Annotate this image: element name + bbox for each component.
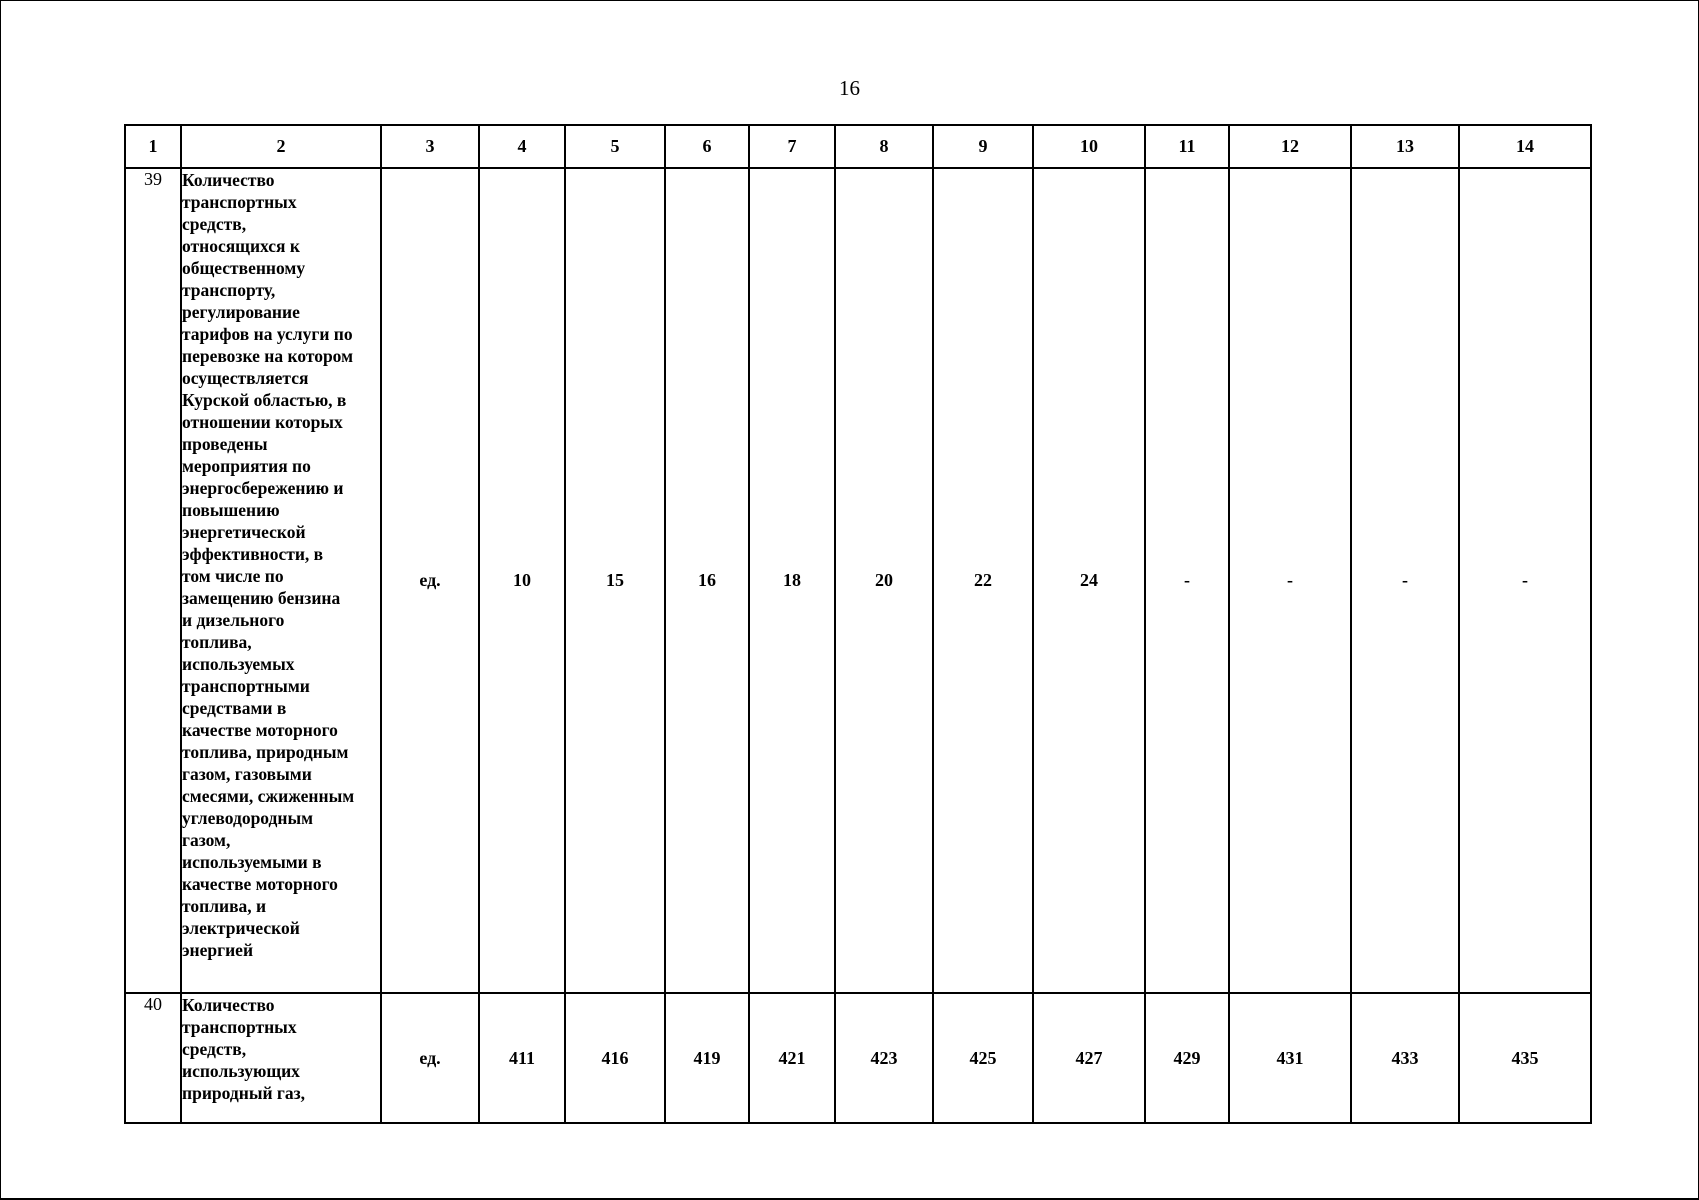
description-line: транспортных xyxy=(182,192,297,212)
row-description xyxy=(181,993,381,1123)
description-line: используемых xyxy=(182,654,295,674)
description-line: осуществляется xyxy=(182,368,309,388)
description-line: отношении которых xyxy=(182,412,343,432)
description-line: энергосбережению и xyxy=(182,478,344,498)
value-col-13: - xyxy=(1351,168,1459,993)
header-col-5: 5 xyxy=(565,125,665,168)
value-col-9: 425 xyxy=(933,993,1033,1123)
description-line: качестве моторного xyxy=(182,720,338,740)
row-unit: ед. xyxy=(381,168,479,993)
value-col-4: 10 xyxy=(479,168,565,993)
description-line: транспортных xyxy=(182,1017,297,1037)
row-number: 39 xyxy=(125,168,181,993)
header-col-9: 9 xyxy=(933,125,1033,168)
description-line: Количество xyxy=(182,995,275,1015)
description-line: газом, газовыми xyxy=(182,764,312,784)
row-number: 40 xyxy=(125,993,181,1123)
value-col-11: 429 xyxy=(1145,993,1229,1123)
row-description xyxy=(181,168,381,993)
header-col-3: 3 xyxy=(381,125,479,168)
description-line: смесями, сжиженным xyxy=(182,786,355,806)
description-line: энергией xyxy=(182,940,254,960)
description-line: электрической xyxy=(182,918,300,938)
value-col-6: 419 xyxy=(665,993,749,1123)
description-line: газом, xyxy=(182,830,231,850)
value-col-10: 24 xyxy=(1033,168,1145,993)
description-line: углеводородным xyxy=(182,808,314,828)
description-line: повышению xyxy=(182,500,280,520)
header-col-12: 12 xyxy=(1229,125,1351,168)
value-col-9: 22 xyxy=(933,168,1033,993)
description-line: энергетической xyxy=(182,522,306,542)
header-col-7: 7 xyxy=(749,125,835,168)
description-line: относящихся к xyxy=(182,236,300,256)
page-number: 16 xyxy=(839,76,860,100)
description-line: транспорту, xyxy=(182,280,276,300)
header-col-1: 1 xyxy=(125,125,181,168)
header-row xyxy=(125,125,1591,168)
description-line: регулирование xyxy=(182,302,300,322)
header-col-10: 10 xyxy=(1033,125,1145,168)
description-line: топлива, xyxy=(182,632,252,652)
description-line: используемыми в xyxy=(182,852,322,872)
value-col-10: 427 xyxy=(1033,993,1145,1123)
header-col-14: 14 xyxy=(1459,125,1591,168)
value-col-14: 435 xyxy=(1459,993,1591,1123)
description-line: топлива, и xyxy=(182,896,267,916)
value-col-13: 433 xyxy=(1351,993,1459,1123)
header-col-4: 4 xyxy=(479,125,565,168)
description-line: тарифов на услуги по xyxy=(182,324,353,344)
table-header xyxy=(125,125,1591,168)
table-row-39 xyxy=(125,168,1591,993)
table-row-40 xyxy=(125,993,1591,1123)
description-line: том числе по xyxy=(182,566,284,586)
description-line: топлива, природным xyxy=(182,742,349,762)
description-line: замещению бензина xyxy=(182,588,341,608)
header-col-13: 13 xyxy=(1351,125,1459,168)
header-col-6: 6 xyxy=(665,125,749,168)
description-line: качестве моторного xyxy=(182,874,338,894)
description-line: средств, xyxy=(182,1039,247,1059)
value-col-7: 421 xyxy=(749,993,835,1123)
description-line: природный газ, xyxy=(182,1083,306,1103)
value-col-11: - xyxy=(1145,168,1229,993)
description-line: транспортными xyxy=(182,676,310,696)
description-line: использующих xyxy=(182,1061,300,1081)
value-col-12: 431 xyxy=(1229,993,1351,1123)
value-col-8: 20 xyxy=(835,168,933,993)
value-col-6: 16 xyxy=(665,168,749,993)
indicators-table xyxy=(124,124,1592,1124)
description-line: общественному xyxy=(182,258,306,278)
header-col-11: 11 xyxy=(1145,125,1229,168)
value-col-8: 423 xyxy=(835,993,933,1123)
value-col-7: 18 xyxy=(749,168,835,993)
value-col-5: 15 xyxy=(565,168,665,993)
value-col-14: - xyxy=(1459,168,1591,993)
description-line: эффективности, в xyxy=(182,544,324,564)
value-col-4: 411 xyxy=(479,993,565,1123)
description-line: Курской областью, в xyxy=(182,390,347,410)
description-line: мероприятия по xyxy=(182,456,311,476)
value-col-12: - xyxy=(1229,168,1351,993)
description-line: Количество xyxy=(182,170,275,190)
description-line: проведены xyxy=(182,434,268,454)
header-col-2: 2 xyxy=(181,125,381,168)
row-unit: ед. xyxy=(381,993,479,1123)
description-line: перевозке на котором xyxy=(182,346,354,366)
value-col-5: 416 xyxy=(565,993,665,1123)
description-line: средствами в xyxy=(182,698,287,718)
description-line: и дизельного xyxy=(182,610,285,630)
description-line: средств, xyxy=(182,214,247,234)
header-col-8: 8 xyxy=(835,125,933,168)
